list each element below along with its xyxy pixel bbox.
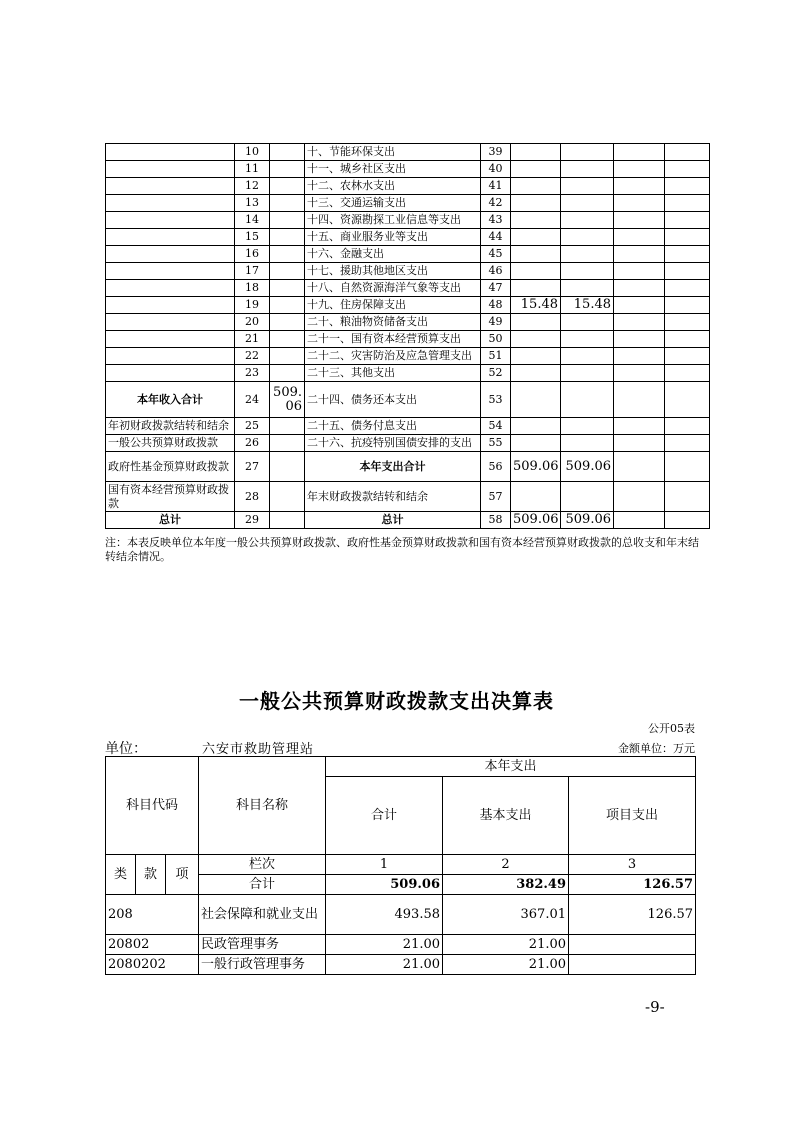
cell-a — [106, 280, 235, 297]
cell-b: 21 — [235, 331, 270, 348]
cell-c — [270, 512, 305, 529]
table-row — [106, 418, 710, 435]
cell-g — [561, 195, 614, 212]
cell-g — [561, 263, 614, 280]
cell-e: 45 — [481, 246, 511, 263]
col-number-1: 1 — [326, 855, 443, 875]
cell-c — [270, 246, 305, 263]
cell-f — [511, 435, 561, 452]
cell-c — [270, 418, 305, 435]
cell-a: 政府性基金预算财政拨款 — [106, 452, 235, 482]
sum-total: 509.06 — [326, 875, 443, 895]
cell-d: 二十一、国有资本经营预算支出 — [305, 331, 481, 348]
cell-d: 二十三、其他支出 — [305, 365, 481, 382]
cell-e: 41 — [481, 178, 511, 195]
cell-d: 十、节能环保支出 — [305, 144, 481, 161]
cell-f — [511, 348, 561, 365]
cell-d: 二十四、债务还本支出 — [305, 382, 481, 418]
cell-f — [511, 195, 561, 212]
cell-b: 20 — [235, 314, 270, 331]
cell-f — [511, 314, 561, 331]
cell-d: 二十五、债务付息支出 — [305, 418, 481, 435]
cell-a — [106, 178, 235, 195]
header-total: 合计 — [326, 777, 443, 855]
cell-c — [270, 161, 305, 178]
cell-i — [665, 246, 710, 263]
cell-total: 493.58 — [326, 895, 443, 935]
cell-g — [561, 435, 614, 452]
cell-code: 2080202 — [106, 955, 199, 975]
cell-i — [665, 195, 710, 212]
cell-e: 43 — [481, 212, 511, 229]
cell-h — [614, 229, 665, 246]
cell-i — [665, 297, 710, 314]
table-row — [106, 435, 710, 452]
cell-a — [106, 212, 235, 229]
cell-b: 29 — [235, 512, 270, 529]
table-row — [106, 314, 710, 331]
cell-h — [614, 212, 665, 229]
cell-b: 12 — [235, 178, 270, 195]
header-lei: 类 — [106, 855, 136, 895]
cell-h — [614, 452, 665, 482]
cell-i — [665, 365, 710, 382]
cell-i — [665, 512, 710, 529]
cell-i — [665, 382, 710, 418]
cell-c: 509.06 — [270, 382, 305, 418]
cell-i — [665, 314, 710, 331]
cell-f — [511, 246, 561, 263]
cell-f — [511, 263, 561, 280]
cell-project — [569, 935, 696, 955]
cell-b: 13 — [235, 195, 270, 212]
cell-f: 15.48 — [511, 297, 561, 314]
cell-b: 28 — [235, 482, 270, 512]
cell-i — [665, 229, 710, 246]
cell-e: 55 — [481, 435, 511, 452]
cell-project — [569, 955, 696, 975]
cell-b: 16 — [235, 246, 270, 263]
table-row — [106, 195, 710, 212]
cell-d: 二十、粮油物资储备支出 — [305, 314, 481, 331]
cell-e: 40 — [481, 161, 511, 178]
cell-h — [614, 482, 665, 512]
cell-e: 46 — [481, 263, 511, 280]
cell-f — [511, 331, 561, 348]
cell-d: 十三、交通运输支出 — [305, 195, 481, 212]
cell-c — [270, 280, 305, 297]
cell-g — [561, 382, 614, 418]
cell-e: 51 — [481, 348, 511, 365]
cell-d: 十二、农林水支出 — [305, 178, 481, 195]
cell-h — [614, 246, 665, 263]
cell-c — [270, 314, 305, 331]
cell-h — [614, 263, 665, 280]
cell-i — [665, 212, 710, 229]
cell-g — [561, 280, 614, 297]
cell-g: 509.06 — [561, 512, 614, 529]
col-number-2: 2 — [443, 855, 569, 875]
cell-c — [270, 144, 305, 161]
cell-c — [270, 178, 305, 195]
cell-c — [270, 212, 305, 229]
cell-e: 57 — [481, 482, 511, 512]
table-row — [106, 895, 696, 935]
cell-d: 十八、自然资源海洋气象等支出 — [305, 280, 481, 297]
cell-g — [561, 229, 614, 246]
cell-e: 42 — [481, 195, 511, 212]
table-row — [106, 382, 710, 418]
unit-name: 六安市救助管理站 — [202, 742, 315, 757]
cell-d: 本年支出合计 — [305, 452, 481, 482]
cell-i — [665, 280, 710, 297]
cell-g: 15.48 — [561, 297, 614, 314]
cell-f — [511, 229, 561, 246]
header-lanci: 栏次 — [199, 855, 326, 875]
cell-a: 国有资本经营预算财政拨款 — [106, 482, 235, 512]
cell-project: 126.57 — [569, 895, 696, 935]
cell-i — [665, 452, 710, 482]
header-project: 项目支出 — [569, 777, 696, 855]
cell-c — [270, 331, 305, 348]
cell-a — [106, 229, 235, 246]
cell-b: 19 — [235, 297, 270, 314]
cell-i — [665, 482, 710, 512]
cell-c — [270, 452, 305, 482]
cell-b: 25 — [235, 418, 270, 435]
table-row — [106, 280, 710, 297]
cell-b: 15 — [235, 229, 270, 246]
cell-e: 53 — [481, 382, 511, 418]
cell-g — [561, 365, 614, 382]
cell-f — [511, 382, 561, 418]
cell-h — [614, 512, 665, 529]
cell-i — [665, 348, 710, 365]
income-expense-table — [105, 143, 710, 529]
cell-f: 509.06 — [511, 452, 561, 482]
cell-i — [665, 178, 710, 195]
cell-code: 208 — [106, 895, 199, 935]
header-xiang: 项 — [166, 855, 199, 895]
cell-f — [511, 365, 561, 382]
cell-h — [614, 314, 665, 331]
cell-c — [270, 297, 305, 314]
cell-g — [561, 178, 614, 195]
cell-c — [270, 348, 305, 365]
cell-g — [561, 348, 614, 365]
cell-h — [614, 144, 665, 161]
sum-label: 合计 — [199, 875, 326, 895]
cell-g — [561, 144, 614, 161]
cell-g — [561, 331, 614, 348]
cell-a — [106, 144, 235, 161]
cell-c — [270, 263, 305, 280]
cell-e: 56 — [481, 452, 511, 482]
expenditure-table — [105, 756, 696, 975]
cell-g — [561, 418, 614, 435]
table-row — [106, 144, 710, 161]
table-row — [106, 229, 710, 246]
cell-e: 48 — [481, 297, 511, 314]
cell-b: 14 — [235, 212, 270, 229]
cell-a — [106, 161, 235, 178]
cell-b: 23 — [235, 365, 270, 382]
cell-c — [270, 435, 305, 452]
cell-a — [106, 263, 235, 280]
cell-d: 十六、金融支出 — [305, 246, 481, 263]
cell-h — [614, 418, 665, 435]
cell-basic: 21.00 — [443, 935, 569, 955]
table-row — [106, 212, 710, 229]
cell-i — [665, 161, 710, 178]
cell-h — [614, 382, 665, 418]
cell-h — [614, 331, 665, 348]
cell-d: 总计 — [305, 512, 481, 529]
form-code: 公开05表 — [648, 722, 695, 735]
table-row — [106, 297, 710, 314]
cell-a — [106, 331, 235, 348]
cell-a — [106, 246, 235, 263]
header-kuan: 款 — [136, 855, 166, 895]
table-row — [106, 512, 710, 529]
cell-b: 10 — [235, 144, 270, 161]
cell-h — [614, 195, 665, 212]
table-row — [106, 452, 710, 482]
cell-i — [665, 418, 710, 435]
table-row — [106, 161, 710, 178]
table-row — [106, 365, 710, 382]
cell-h — [614, 365, 665, 382]
cell-f — [511, 178, 561, 195]
unit-label: 单位： — [105, 741, 147, 757]
cell-g: 509.06 — [561, 452, 614, 482]
cell-f — [511, 482, 561, 512]
page-number: -9- — [645, 998, 665, 1016]
table-row — [106, 935, 696, 955]
cell-b: 17 — [235, 263, 270, 280]
cell-e: 39 — [481, 144, 511, 161]
cell-e: 54 — [481, 418, 511, 435]
cell-e: 49 — [481, 314, 511, 331]
cell-g — [561, 212, 614, 229]
header-basic: 基本支出 — [443, 777, 569, 855]
page-title: 一般公共预算财政拨款支出决算表 — [239, 689, 554, 713]
cell-f: 509.06 — [511, 512, 561, 529]
table-row — [106, 348, 710, 365]
cell-g — [561, 482, 614, 512]
cell-e: 50 — [481, 331, 511, 348]
cell-basic: 367.01 — [443, 895, 569, 935]
cell-d: 十七、援助其他地区支出 — [305, 263, 481, 280]
cell-b: 22 — [235, 348, 270, 365]
table-row — [106, 178, 710, 195]
cell-d: 十四、资源勘探工业信息等支出 — [305, 212, 481, 229]
amount-unit: 金额单位：万元 — [618, 742, 695, 755]
cell-g — [561, 246, 614, 263]
cell-a: 本年收入合计 — [106, 382, 235, 418]
cell-b: 24 — [235, 382, 270, 418]
cell-name: 民政管理事务 — [199, 935, 326, 955]
cell-e: 52 — [481, 365, 511, 382]
cell-total: 21.00 — [326, 935, 443, 955]
cell-h — [614, 435, 665, 452]
cell-a: 总计 — [106, 512, 235, 529]
cell-e: 44 — [481, 229, 511, 246]
cell-c — [270, 365, 305, 382]
cell-h — [614, 178, 665, 195]
cell-name: 社会保障和就业支出 — [199, 895, 326, 935]
cell-a — [106, 365, 235, 382]
cell-a: 年初财政拨款结转和结余 — [106, 418, 235, 435]
cell-f — [511, 144, 561, 161]
cell-a — [106, 348, 235, 365]
table-row — [106, 955, 696, 975]
cell-h — [614, 280, 665, 297]
cell-a — [106, 195, 235, 212]
cell-d: 十五、商业服务业等支出 — [305, 229, 481, 246]
table-row — [106, 246, 710, 263]
cell-c — [270, 195, 305, 212]
cell-i — [665, 435, 710, 452]
cell-c — [270, 229, 305, 246]
cell-basic: 21.00 — [443, 955, 569, 975]
table-row — [106, 482, 710, 512]
cell-d: 年末财政拨款结转和结余 — [305, 482, 481, 512]
table-row — [106, 263, 710, 280]
sum-project: 126.57 — [569, 875, 696, 895]
cell-d: 二十六、抗疫特别国债安排的支出 — [305, 435, 481, 452]
cell-b: 18 — [235, 280, 270, 297]
cell-d: 十九、住房保障支出 — [305, 297, 481, 314]
cell-a — [106, 297, 235, 314]
cell-i — [665, 263, 710, 280]
cell-d: 十一、城乡社区支出 — [305, 161, 481, 178]
sum-basic: 382.49 — [443, 875, 569, 895]
header-current-year: 本年支出 — [326, 757, 696, 777]
cell-h — [614, 161, 665, 178]
cell-i — [665, 144, 710, 161]
cell-f — [511, 161, 561, 178]
cell-name: 一般行政管理事务 — [199, 955, 326, 975]
header-subject-name: 科目名称 — [199, 757, 326, 855]
cell-a: 一般公共预算财政拨款 — [106, 435, 235, 452]
cell-e: 47 — [481, 280, 511, 297]
col-number-3: 3 — [569, 855, 696, 875]
cell-code: 20802 — [106, 935, 199, 955]
cell-f — [511, 280, 561, 297]
cell-a — [106, 314, 235, 331]
cell-h — [614, 348, 665, 365]
header-subject-code: 科目代码 — [106, 757, 199, 855]
cell-b: 11 — [235, 161, 270, 178]
cell-i — [665, 331, 710, 348]
cell-h — [614, 297, 665, 314]
cell-c — [270, 482, 305, 512]
cell-f — [511, 212, 561, 229]
table-row — [106, 331, 710, 348]
cell-b: 27 — [235, 452, 270, 482]
cell-b: 26 — [235, 435, 270, 452]
cell-total: 21.00 — [326, 955, 443, 975]
cell-e: 58 — [481, 512, 511, 529]
cell-g — [561, 161, 614, 178]
table-note: 注：本表反映单位本年度一般公共预算财政拨款、政府性基金预算财政拨款和国有资本经营预算财政拨款的总收支和年末结转结余情况。 — [105, 536, 699, 563]
cell-f — [511, 418, 561, 435]
cell-g — [561, 314, 614, 331]
cell-d: 二十二、灾害防治及应急管理支出 — [305, 348, 481, 365]
